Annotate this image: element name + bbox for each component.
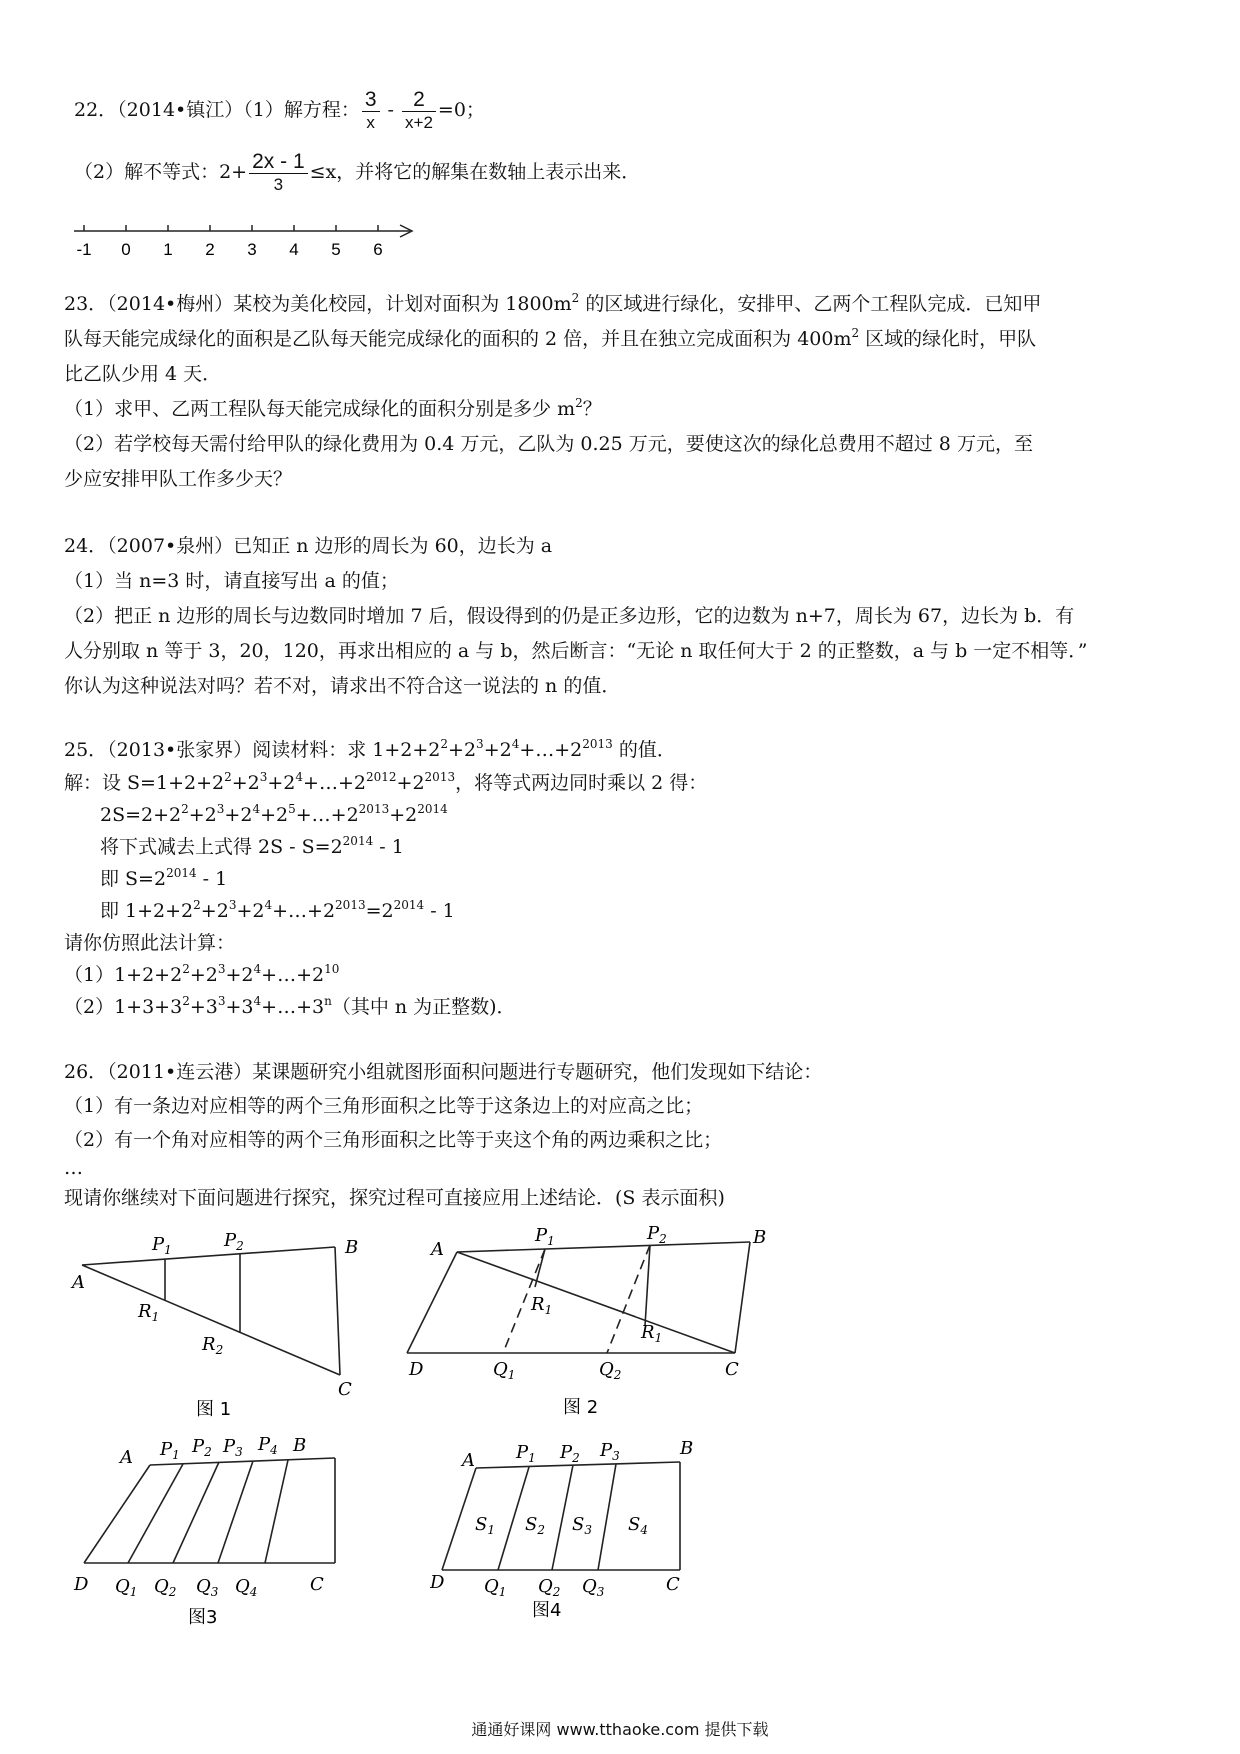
fig2-label-c: C bbox=[725, 1359, 739, 1380]
fig1-side-ab bbox=[82, 1247, 335, 1265]
fig1-side-ac bbox=[82, 1265, 340, 1375]
text: +2 bbox=[189, 964, 218, 986]
q22-head: 22．（2014•镇江）（1）解方程： bbox=[74, 99, 360, 121]
q24-line1: 24．（2007•泉州）已知正 n 边形的周长为 60，边长为 a bbox=[64, 535, 553, 557]
text: +3 bbox=[189, 996, 218, 1018]
figure-4 bbox=[430, 1430, 730, 1640]
superscript: 2013 bbox=[335, 898, 366, 912]
fig1-side-bc bbox=[335, 1247, 340, 1375]
superscript: 3 bbox=[217, 994, 226, 1008]
fig3-label-p3: $P_3$ bbox=[223, 1436, 243, 1459]
q23-line6: 少应安排甲队工作多少天？ bbox=[64, 468, 293, 490]
text: （其中 n 为正整数)． bbox=[331, 996, 516, 1018]
fig2-label-q2: $Q_2$ bbox=[599, 1359, 622, 1382]
text: +2 bbox=[448, 739, 477, 761]
fig3-label-q2: $Q_2$ bbox=[154, 1576, 177, 1599]
number-line bbox=[70, 215, 430, 265]
fig4-label-q3: $Q_3$ bbox=[582, 1576, 605, 1599]
text: 将下式减去上式得 2S - S=2 bbox=[100, 836, 343, 858]
number-line-tick-label: -1 bbox=[76, 240, 92, 259]
text: 23．（2014•梅州）某校为美化校园，计划对面积为 1800m bbox=[64, 293, 572, 315]
fig1-caption: 图 1 bbox=[196, 1399, 232, 1420]
fig2-label-b: B bbox=[753, 1227, 767, 1248]
text: +2 bbox=[389, 804, 418, 826]
text: 区域的绿化时，甲队 bbox=[859, 328, 1037, 350]
fig2-label-p2: $P_2$ bbox=[647, 1225, 667, 1246]
fig3-label-p1: $P_1$ bbox=[160, 1439, 180, 1462]
fig2-label-q1: $Q_1$ bbox=[493, 1359, 516, 1382]
superscript: 2 bbox=[571, 291, 580, 305]
q22-part1 bbox=[74, 86, 485, 134]
fig3-segment-p1q1 bbox=[128, 1464, 183, 1563]
text: （1）求甲、乙两工程队每天能完成绿化的面积分别是多少 m bbox=[64, 398, 576, 420]
superscript: 2 bbox=[575, 396, 583, 410]
q22-part2 bbox=[74, 148, 640, 196]
q25-line4 bbox=[100, 835, 404, 859]
fig2-caption: 图 2 bbox=[563, 1397, 599, 1418]
superscript: 2013 bbox=[424, 770, 456, 784]
fig4-label-c: C bbox=[666, 1574, 680, 1595]
superscript: 2013 bbox=[582, 737, 613, 751]
superscript: 2 bbox=[193, 898, 201, 912]
superscript: 3 bbox=[217, 962, 226, 976]
fig1-label-r1: $R_1$ bbox=[138, 1301, 160, 1324]
number-line-tick-label: 1 bbox=[163, 240, 173, 259]
q25-line1 bbox=[64, 738, 676, 762]
text: +2 bbox=[200, 900, 229, 922]
superscript: n bbox=[324, 994, 332, 1008]
superscript: 2 bbox=[182, 994, 190, 1008]
text: +2 bbox=[483, 739, 512, 761]
text: - 1 bbox=[196, 868, 228, 890]
q26-line1: 26．（2011•连云港）某课题研究小组就图形面积问题进行专题研究，他们发现如下结论： bbox=[64, 1061, 823, 1083]
figure-2 bbox=[395, 1225, 785, 1425]
number-line-tick-label: 2 bbox=[205, 240, 215, 259]
q24-line4: 人分别取 n 等于 3，20，120，再求出相应的 a 与 b，然后断言：“无论 n 取任何大于 2 的正整数，a 与 b 一定不相等．” bbox=[64, 640, 1088, 662]
superscript: 3 bbox=[476, 737, 484, 751]
text: ，将等式两边同时乘以 2 得： bbox=[455, 772, 708, 794]
superscript: 3 bbox=[259, 770, 268, 784]
fig1-label-p1: $P_1$ bbox=[152, 1234, 172, 1257]
text: +2 bbox=[236, 900, 265, 922]
superscript: 5 bbox=[288, 802, 296, 816]
fig3-label-p4: $P_4$ bbox=[258, 1434, 278, 1457]
fig4-label-s2: $S_2$ bbox=[525, 1514, 545, 1537]
superscript: 2013 bbox=[358, 802, 390, 816]
q25-line9 bbox=[64, 995, 516, 1019]
fig4-label-q1: $Q_1$ bbox=[484, 1576, 507, 1599]
q25-line3 bbox=[100, 803, 448, 827]
fig3-label-q3: $Q_3$ bbox=[196, 1576, 219, 1599]
fig4-caption: 图4 bbox=[532, 1600, 562, 1621]
text: （1）1+2+2 bbox=[64, 964, 183, 986]
fig2-segment-p2r2 bbox=[645, 1245, 650, 1326]
text: （2）1+3+3 bbox=[64, 996, 183, 1018]
q25-line6 bbox=[100, 899, 455, 923]
fig1-label-a: A bbox=[72, 1272, 85, 1293]
fig3-side-da bbox=[84, 1465, 150, 1563]
text: +…+2 bbox=[261, 964, 325, 986]
superscript: 2 bbox=[440, 737, 449, 751]
fig4-label-s4: $S_4$ bbox=[628, 1514, 648, 1537]
text: +…+2 bbox=[272, 900, 336, 922]
number-line-tick-label: 4 bbox=[289, 240, 299, 259]
fig4-segment-p3q3 bbox=[598, 1464, 616, 1570]
fig3-label-a: A bbox=[120, 1447, 133, 1468]
q26-line2: （1）有一条边对应相等的两个三角形面积之比等于这条边上的对应高之比； bbox=[64, 1095, 704, 1117]
superscript: 3 bbox=[216, 802, 225, 816]
fig3-label-q4: $Q_4$ bbox=[235, 1576, 258, 1599]
q23-line1 bbox=[64, 292, 1041, 316]
superscript: 10 bbox=[324, 962, 340, 976]
frac-den: 3 bbox=[273, 174, 284, 194]
superscript: 2 bbox=[224, 770, 232, 784]
frac-num: 2x - 1 bbox=[249, 151, 308, 174]
fig2-diagonal-ac bbox=[457, 1252, 735, 1353]
q25-line2 bbox=[64, 771, 707, 795]
text: - 1 bbox=[424, 900, 455, 922]
superscript: 4 bbox=[264, 898, 273, 912]
figure-3 bbox=[70, 1430, 370, 1640]
q24-line5: 你认为这种说法对吗？若不对，请求出不符合这一说法的 n 的值． bbox=[64, 675, 621, 697]
text: +2 bbox=[231, 772, 260, 794]
frac-num: 3 bbox=[362, 89, 380, 112]
superscript: 4 bbox=[253, 962, 262, 976]
fig2-side-da bbox=[407, 1252, 457, 1353]
fig4-label-d: D bbox=[430, 1572, 445, 1593]
fig4-label-p2: $P_2$ bbox=[560, 1442, 580, 1465]
superscript: 2014 bbox=[166, 866, 197, 880]
q22-part2-head: （2）解不等式：2+ bbox=[74, 161, 248, 183]
minus-sign: - bbox=[381, 99, 401, 121]
fig3-label-q1: $Q_1$ bbox=[115, 1576, 138, 1599]
number-line-tick-label: 0 bbox=[121, 240, 131, 259]
fig4-label-s3: $S_3$ bbox=[572, 1514, 592, 1537]
text: 25．（2013•张家界）阅读材料：求 1+2+2 bbox=[64, 739, 441, 761]
fig3-segment-p4q4 bbox=[265, 1460, 288, 1563]
frac-den: x bbox=[366, 112, 375, 132]
fig4-label-p3: $P_3$ bbox=[600, 1440, 620, 1463]
fig4-label-b: B bbox=[680, 1438, 694, 1459]
fraction-3-over-x bbox=[362, 89, 380, 134]
text: +2 bbox=[267, 772, 296, 794]
fig3-label-p2: $P_2$ bbox=[192, 1436, 212, 1459]
text: +2 bbox=[225, 964, 254, 986]
fig2-label-d: D bbox=[409, 1359, 424, 1380]
q25-line7: 请你仿照此法计算： bbox=[64, 932, 236, 954]
q26-line3: （2）有一个角对应相等的两个三角形面积之比等于夹这个角的两边乘积之比； bbox=[64, 1129, 723, 1151]
superscript: 2012 bbox=[365, 770, 397, 784]
fig3-label-c: C bbox=[310, 1574, 324, 1595]
fig2-side-ab bbox=[457, 1242, 750, 1252]
q23-line4 bbox=[64, 397, 602, 421]
q24-line3: （2）把正 n 边形的周长与边数同时增加 7 后，假设得到的仍是正多边形，它的边数为 n+7，周长为 67，边长为 b．有 bbox=[64, 605, 1075, 627]
q22-part2-tail: ≤x，并将它的解集在数轴上表示出来． bbox=[309, 161, 641, 183]
fig3-label-d: D bbox=[74, 1574, 89, 1595]
superscript: 4 bbox=[252, 802, 261, 816]
fig3-label-b: B bbox=[293, 1435, 307, 1456]
fig2-label-a: A bbox=[431, 1239, 444, 1260]
text: +…+2 bbox=[295, 804, 359, 826]
text: - 1 bbox=[373, 836, 404, 858]
text: 队每天能完成绿化的面积是乙队每天能完成绿化的面积的 2 倍，并且在独立完成面积为 400m bbox=[64, 328, 852, 350]
fig2-label-r2: $R_1$ bbox=[641, 1322, 663, 1345]
text: ？ bbox=[582, 398, 602, 420]
text: +…+3 bbox=[261, 996, 325, 1018]
q23-line3: 比乙队少用 4 天． bbox=[64, 363, 222, 385]
footer-source: 通通好课网 www.tthaoke.com 提供下载 bbox=[471, 1720, 769, 1739]
fig1-label-b: B bbox=[345, 1237, 359, 1258]
frac-den: x+2 bbox=[405, 112, 433, 132]
superscript: 2 bbox=[181, 802, 189, 816]
q23-line5: （2）若学校每天需付给甲队的绿化费用为 0.4 万元，乙队为 0.25 万元，要使这次的绿化总费用不超过 8 万元，至 bbox=[64, 433, 1033, 455]
fig1-label-p2: $P_2$ bbox=[224, 1230, 244, 1253]
text: 的区域进行绿化，安排甲、乙两个工程队完成．已知甲 bbox=[579, 293, 1042, 315]
text: +2 bbox=[224, 804, 253, 826]
text: +3 bbox=[225, 996, 254, 1018]
fig1-label-r2: $R_2$ bbox=[202, 1334, 224, 1357]
fig2-label-p1: $P_1$ bbox=[535, 1225, 555, 1248]
text: 的值． bbox=[612, 739, 676, 761]
superscript: 2014 bbox=[342, 834, 374, 848]
q24-line2: （1）当 n=3 时，请直接写出 a 的值； bbox=[64, 570, 399, 592]
fig3-segment-p2q2 bbox=[173, 1462, 219, 1563]
text: 即 1+2+2 bbox=[100, 900, 194, 922]
superscript: 2014 bbox=[393, 898, 425, 912]
superscript: 2 bbox=[851, 326, 860, 340]
fraction-2-over-x-plus-2 bbox=[402, 89, 436, 134]
text: +2 bbox=[396, 772, 425, 794]
superscript: 2014 bbox=[417, 802, 448, 816]
frac-num: 2 bbox=[402, 89, 436, 112]
fig3-segment-p3q3 bbox=[218, 1461, 253, 1563]
superscript: 2 bbox=[182, 962, 190, 976]
text: +2 bbox=[260, 804, 289, 826]
superscript: 4 bbox=[511, 737, 520, 751]
text: +…+2 bbox=[519, 739, 583, 761]
fig1-label-c: C bbox=[338, 1379, 352, 1400]
fig4-segment-p2q2 bbox=[552, 1465, 573, 1570]
fig2-label-r1: $R_1$ bbox=[531, 1294, 553, 1317]
fig2-side-bc bbox=[735, 1242, 750, 1353]
fig4-side-da bbox=[442, 1468, 476, 1570]
q25-line5 bbox=[100, 867, 227, 891]
q26-line4: … bbox=[64, 1157, 83, 1179]
fig4-label-p1: $P_1$ bbox=[516, 1442, 536, 1465]
fig4-label-q2: $Q_2$ bbox=[538, 1576, 561, 1599]
q26-line5: 现请你继续对下面问题进行探究，探究过程可直接应用上述结论．(S 表示面积) bbox=[64, 1187, 725, 1209]
number-line-tick-label: 5 bbox=[331, 240, 341, 259]
fraction-2x-1-over-3 bbox=[249, 151, 308, 196]
q22-tail: =0； bbox=[437, 99, 485, 121]
text: +2 bbox=[188, 804, 217, 826]
text: =2 bbox=[365, 900, 394, 922]
text: 2S=2+2 bbox=[100, 804, 182, 826]
superscript: 3 bbox=[228, 898, 237, 912]
q23-line2 bbox=[64, 327, 1036, 351]
number-line-tick-label: 6 bbox=[373, 240, 383, 259]
number-line-tick-label: 3 bbox=[247, 240, 257, 259]
text: 解：设 S=1+2+2 bbox=[64, 772, 225, 794]
fig4-label-s1: $S_1$ bbox=[475, 1514, 495, 1537]
q25-line8 bbox=[64, 963, 339, 987]
superscript: 4 bbox=[253, 994, 262, 1008]
text: 即 S=2 bbox=[100, 868, 167, 890]
text: +…+2 bbox=[303, 772, 366, 794]
fig4-label-a: A bbox=[462, 1450, 475, 1471]
figure-1 bbox=[70, 1225, 370, 1425]
fig3-caption: 图3 bbox=[188, 1607, 218, 1628]
superscript: 4 bbox=[295, 770, 304, 784]
